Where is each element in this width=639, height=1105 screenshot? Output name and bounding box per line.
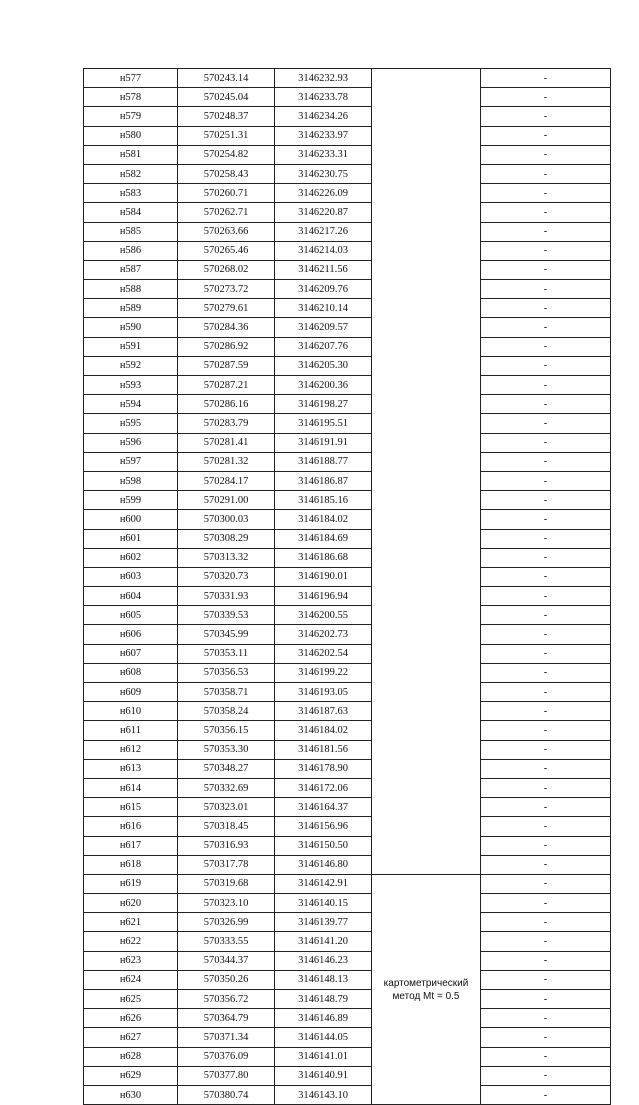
point-id-cell: н621 [84, 913, 178, 932]
accuracy-cell: - [481, 376, 611, 395]
accuracy-cell: - [481, 452, 611, 471]
point-id-cell: н580 [84, 126, 178, 145]
table-row [84, 951, 611, 970]
accuracy-cell: - [481, 567, 611, 586]
x-coordinate-cell: 570248.37 [178, 107, 275, 126]
point-id-cell: н612 [84, 740, 178, 759]
y-coordinate-cell: 3146140.91 [275, 1066, 372, 1085]
table-row [84, 721, 611, 740]
point-id-cell: н606 [84, 625, 178, 644]
table-row [84, 299, 611, 318]
table-row [84, 567, 611, 586]
point-id-cell: н620 [84, 894, 178, 913]
table-row [84, 241, 611, 260]
accuracy-cell: - [481, 990, 611, 1009]
x-coordinate-cell: 570286.92 [178, 337, 275, 356]
y-coordinate-cell: 3146193.05 [275, 683, 372, 702]
point-id-cell: н587 [84, 260, 178, 279]
point-id-cell: н583 [84, 184, 178, 203]
x-coordinate-cell: 570317.78 [178, 855, 275, 874]
x-coordinate-cell: 570287.59 [178, 356, 275, 375]
accuracy-cell: - [481, 913, 611, 932]
point-id-cell: н585 [84, 222, 178, 241]
table-row [84, 529, 611, 548]
point-id-cell: н605 [84, 606, 178, 625]
x-coordinate-cell: 570281.41 [178, 433, 275, 452]
accuracy-cell: - [481, 625, 611, 644]
y-coordinate-cell: 3146195.51 [275, 414, 372, 433]
accuracy-cell: - [481, 280, 611, 299]
table-row [84, 932, 611, 951]
accuracy-cell: - [481, 778, 611, 797]
point-id-cell: н590 [84, 318, 178, 337]
table-row [84, 1028, 611, 1047]
y-coordinate-cell: 3146233.31 [275, 145, 372, 164]
y-coordinate-cell: 3146220.87 [275, 203, 372, 222]
accuracy-cell: - [481, 433, 611, 452]
accuracy-cell: - [481, 88, 611, 107]
y-coordinate-cell: 3146184.69 [275, 529, 372, 548]
y-coordinate-cell: 3146230.75 [275, 164, 372, 183]
point-id-cell: н582 [84, 164, 178, 183]
y-coordinate-cell: 3146186.68 [275, 548, 372, 567]
y-coordinate-cell: 3146148.13 [275, 970, 372, 989]
coordinates-table-container [83, 68, 605, 1105]
table-row [84, 356, 611, 375]
x-coordinate-cell: 570356.15 [178, 721, 275, 740]
table-row [84, 855, 611, 874]
table-row [84, 164, 611, 183]
point-id-cell: н626 [84, 1009, 178, 1028]
point-id-cell: н615 [84, 798, 178, 817]
y-coordinate-cell: 3146211.56 [275, 260, 372, 279]
y-coordinate-cell: 3146188.77 [275, 452, 372, 471]
x-coordinate-cell: 570300.03 [178, 510, 275, 529]
y-coordinate-cell: 3146210.14 [275, 299, 372, 318]
point-id-cell: н596 [84, 433, 178, 452]
coordinates-table [83, 68, 611, 1105]
accuracy-cell: - [481, 548, 611, 567]
point-id-cell: н578 [84, 88, 178, 107]
coordinates-table-body [84, 69, 611, 1105]
table-row [84, 587, 611, 606]
x-coordinate-cell: 570380.74 [178, 1085, 275, 1104]
table-row [84, 318, 611, 337]
y-coordinate-cell: 3146146.23 [275, 951, 372, 970]
x-coordinate-cell: 570308.29 [178, 529, 275, 548]
table-row [84, 836, 611, 855]
point-id-cell: н602 [84, 548, 178, 567]
x-coordinate-cell: 570291.00 [178, 491, 275, 510]
y-coordinate-cell: 3146164.37 [275, 798, 372, 817]
table-row [84, 260, 611, 279]
accuracy-cell: - [481, 644, 611, 663]
accuracy-cell: - [481, 606, 611, 625]
table-row [84, 126, 611, 145]
accuracy-cell: - [481, 241, 611, 260]
x-coordinate-cell: 570356.53 [178, 663, 275, 682]
accuracy-cell: - [481, 855, 611, 874]
accuracy-cell: - [481, 356, 611, 375]
table-row [84, 337, 611, 356]
point-id-cell: н627 [84, 1028, 178, 1047]
table-row [84, 894, 611, 913]
table-row [84, 1085, 611, 1104]
y-coordinate-cell: 3146184.02 [275, 510, 372, 529]
point-id-cell: н586 [84, 241, 178, 260]
accuracy-cell: - [481, 260, 611, 279]
x-coordinate-cell: 570358.24 [178, 702, 275, 721]
x-coordinate-cell: 570279.61 [178, 299, 275, 318]
point-id-cell: н589 [84, 299, 178, 318]
point-id-cell: н591 [84, 337, 178, 356]
x-coordinate-cell: 570318.45 [178, 817, 275, 836]
y-coordinate-cell: 3146146.89 [275, 1009, 372, 1028]
y-coordinate-cell: 3146233.78 [275, 88, 372, 107]
point-id-cell: н608 [84, 663, 178, 682]
x-coordinate-cell: 570319.68 [178, 874, 275, 893]
x-coordinate-cell: 570258.43 [178, 164, 275, 183]
table-row [84, 913, 611, 932]
table-row [84, 683, 611, 702]
table-row [84, 510, 611, 529]
point-id-cell: н616 [84, 817, 178, 836]
x-coordinate-cell: 570245.04 [178, 88, 275, 107]
y-coordinate-cell: 3146144.05 [275, 1028, 372, 1047]
x-coordinate-cell: 570316.93 [178, 836, 275, 855]
x-coordinate-cell: 570263.66 [178, 222, 275, 241]
x-coordinate-cell: 570273.72 [178, 280, 275, 299]
table-row [84, 414, 611, 433]
table-row [84, 759, 611, 778]
x-coordinate-cell: 570353.30 [178, 740, 275, 759]
point-id-cell: н625 [84, 990, 178, 1009]
y-coordinate-cell: 3146181.56 [275, 740, 372, 759]
y-coordinate-cell: 3146142.91 [275, 874, 372, 893]
y-coordinate-cell: 3146185.16 [275, 491, 372, 510]
table-row [84, 970, 611, 989]
point-id-cell: н609 [84, 683, 178, 702]
table-row [84, 548, 611, 567]
table-row [84, 452, 611, 471]
accuracy-cell: - [481, 894, 611, 913]
x-coordinate-cell: 570364.79 [178, 1009, 275, 1028]
method-cell: картометрический метод Mt = 0.5 [372, 874, 481, 1104]
y-coordinate-cell: 3146226.09 [275, 184, 372, 203]
accuracy-cell: - [481, 164, 611, 183]
point-id-cell: н600 [84, 510, 178, 529]
x-coordinate-cell: 570323.01 [178, 798, 275, 817]
table-row [84, 433, 611, 452]
accuracy-cell: - [481, 222, 611, 241]
point-id-cell: н579 [84, 107, 178, 126]
y-coordinate-cell: 3146234.26 [275, 107, 372, 126]
x-coordinate-cell: 570326.99 [178, 913, 275, 932]
point-id-cell: н628 [84, 1047, 178, 1066]
x-coordinate-cell: 570353.11 [178, 644, 275, 663]
point-id-cell: н599 [84, 491, 178, 510]
accuracy-cell: - [481, 663, 611, 682]
x-coordinate-cell: 570284.36 [178, 318, 275, 337]
accuracy-cell: - [481, 1066, 611, 1085]
x-coordinate-cell: 570371.34 [178, 1028, 275, 1047]
point-id-cell: н607 [84, 644, 178, 663]
y-coordinate-cell: 3146209.57 [275, 318, 372, 337]
accuracy-cell: - [481, 203, 611, 222]
table-row [84, 69, 611, 88]
x-coordinate-cell: 570376.09 [178, 1047, 275, 1066]
y-coordinate-cell: 3146190.01 [275, 567, 372, 586]
point-id-cell: н630 [84, 1085, 178, 1104]
y-coordinate-cell: 3146214.03 [275, 241, 372, 260]
x-coordinate-cell: 570323.10 [178, 894, 275, 913]
point-id-cell: н588 [84, 280, 178, 299]
point-id-cell: н594 [84, 395, 178, 414]
accuracy-cell: - [481, 145, 611, 164]
accuracy-cell: - [481, 299, 611, 318]
x-coordinate-cell: 570320.73 [178, 567, 275, 586]
accuracy-cell: - [481, 932, 611, 951]
accuracy-cell: - [481, 529, 611, 548]
y-coordinate-cell: 3146200.55 [275, 606, 372, 625]
accuracy-cell: - [481, 107, 611, 126]
x-coordinate-cell: 570345.99 [178, 625, 275, 644]
point-id-cell: н584 [84, 203, 178, 222]
x-coordinate-cell: 570333.55 [178, 932, 275, 951]
accuracy-cell: - [481, 414, 611, 433]
y-coordinate-cell: 3146178.90 [275, 759, 372, 778]
y-coordinate-cell: 3146196.94 [275, 587, 372, 606]
y-coordinate-cell: 3146186.87 [275, 471, 372, 490]
y-coordinate-cell: 3146143.10 [275, 1085, 372, 1104]
accuracy-cell: - [481, 337, 611, 356]
table-row [84, 471, 611, 490]
y-coordinate-cell: 3146191.91 [275, 433, 372, 452]
accuracy-cell: - [481, 683, 611, 702]
point-id-cell: н581 [84, 145, 178, 164]
x-coordinate-cell: 570350.26 [178, 970, 275, 989]
accuracy-cell: - [481, 1047, 611, 1066]
point-id-cell: н614 [84, 778, 178, 797]
y-coordinate-cell: 3146146.80 [275, 855, 372, 874]
table-row [84, 817, 611, 836]
x-coordinate-cell: 570265.46 [178, 241, 275, 260]
accuracy-cell: - [481, 798, 611, 817]
y-coordinate-cell: 3146141.01 [275, 1047, 372, 1066]
accuracy-cell: - [481, 395, 611, 414]
point-id-cell: н629 [84, 1066, 178, 1085]
accuracy-cell: - [481, 1028, 611, 1047]
x-coordinate-cell: 570281.32 [178, 452, 275, 471]
x-coordinate-cell: 570251.31 [178, 126, 275, 145]
x-coordinate-cell: 570284.17 [178, 471, 275, 490]
y-coordinate-cell: 3146140.15 [275, 894, 372, 913]
accuracy-cell: - [481, 510, 611, 529]
point-id-cell: н610 [84, 702, 178, 721]
x-coordinate-cell: 570313.32 [178, 548, 275, 567]
point-id-cell: н604 [84, 587, 178, 606]
accuracy-cell: - [481, 126, 611, 145]
accuracy-cell: - [481, 491, 611, 510]
point-id-cell: н598 [84, 471, 178, 490]
x-coordinate-cell: 570262.71 [178, 203, 275, 222]
y-coordinate-cell: 3146172.06 [275, 778, 372, 797]
table-row [84, 990, 611, 1009]
x-coordinate-cell: 570254.82 [178, 145, 275, 164]
point-id-cell: н597 [84, 452, 178, 471]
y-coordinate-cell: 3146198.27 [275, 395, 372, 414]
accuracy-cell: - [481, 587, 611, 606]
point-id-cell: н611 [84, 721, 178, 740]
y-coordinate-cell: 3146233.97 [275, 126, 372, 145]
method-cell-empty [372, 69, 481, 875]
accuracy-cell: - [481, 1009, 611, 1028]
y-coordinate-cell: 3146202.73 [275, 625, 372, 644]
table-row [84, 778, 611, 797]
point-id-cell: н595 [84, 414, 178, 433]
x-coordinate-cell: 570283.79 [178, 414, 275, 433]
table-row [84, 663, 611, 682]
x-coordinate-cell: 570287.21 [178, 376, 275, 395]
y-coordinate-cell: 3146205.30 [275, 356, 372, 375]
accuracy-cell: - [481, 702, 611, 721]
y-coordinate-cell: 3146148.79 [275, 990, 372, 1009]
x-coordinate-cell: 570348.27 [178, 759, 275, 778]
y-coordinate-cell: 3146217.26 [275, 222, 372, 241]
y-coordinate-cell: 3146209.76 [275, 280, 372, 299]
table-row [84, 88, 611, 107]
accuracy-cell: - [481, 759, 611, 778]
x-coordinate-cell: 570339.53 [178, 606, 275, 625]
point-id-cell: н601 [84, 529, 178, 548]
y-coordinate-cell: 3146150.50 [275, 836, 372, 855]
y-coordinate-cell: 3146156.96 [275, 817, 372, 836]
accuracy-cell: - [481, 1085, 611, 1104]
accuracy-cell: - [481, 817, 611, 836]
point-id-cell: н619 [84, 874, 178, 893]
x-coordinate-cell: 570332.69 [178, 778, 275, 797]
table-row [84, 702, 611, 721]
point-id-cell: н623 [84, 951, 178, 970]
y-coordinate-cell: 3146141.20 [275, 932, 372, 951]
x-coordinate-cell: 570286.16 [178, 395, 275, 414]
accuracy-cell: - [481, 69, 611, 88]
table-row [84, 644, 611, 663]
x-coordinate-cell: 570377.80 [178, 1066, 275, 1085]
point-id-cell: н618 [84, 855, 178, 874]
point-id-cell: н593 [84, 376, 178, 395]
table-row [84, 376, 611, 395]
accuracy-cell: - [481, 874, 611, 893]
table-row [84, 1047, 611, 1066]
y-coordinate-cell: 3146187.63 [275, 702, 372, 721]
point-id-cell: н603 [84, 567, 178, 586]
accuracy-cell: - [481, 721, 611, 740]
accuracy-cell: - [481, 836, 611, 855]
x-coordinate-cell: 570243.14 [178, 69, 275, 88]
table-row [84, 395, 611, 414]
table-row [84, 1009, 611, 1028]
table-row [84, 798, 611, 817]
accuracy-cell: - [481, 318, 611, 337]
table-row [84, 145, 611, 164]
accuracy-cell: - [481, 970, 611, 989]
accuracy-cell: - [481, 184, 611, 203]
table-row [84, 107, 611, 126]
y-coordinate-cell: 3146199.22 [275, 663, 372, 682]
table-row [84, 874, 611, 893]
table-row [84, 606, 611, 625]
point-id-cell: н624 [84, 970, 178, 989]
x-coordinate-cell: 570331.93 [178, 587, 275, 606]
accuracy-cell: - [481, 471, 611, 490]
table-row [84, 203, 611, 222]
table-row [84, 491, 611, 510]
point-id-cell: н613 [84, 759, 178, 778]
table-row [84, 222, 611, 241]
point-id-cell: н622 [84, 932, 178, 951]
x-coordinate-cell: 570358.71 [178, 683, 275, 702]
y-coordinate-cell: 3146200.36 [275, 376, 372, 395]
y-coordinate-cell: 3146139.77 [275, 913, 372, 932]
y-coordinate-cell: 3146232.93 [275, 69, 372, 88]
point-id-cell: н617 [84, 836, 178, 855]
y-coordinate-cell: 3146184.02 [275, 721, 372, 740]
x-coordinate-cell: 570268.02 [178, 260, 275, 279]
x-coordinate-cell: 570260.71 [178, 184, 275, 203]
point-id-cell: н577 [84, 69, 178, 88]
accuracy-cell: - [481, 951, 611, 970]
point-id-cell: н592 [84, 356, 178, 375]
y-coordinate-cell: 3146207.76 [275, 337, 372, 356]
table-row [84, 184, 611, 203]
x-coordinate-cell: 570344.37 [178, 951, 275, 970]
y-coordinate-cell: 3146202.54 [275, 644, 372, 663]
x-coordinate-cell: 570356.72 [178, 990, 275, 1009]
table-row [84, 1066, 611, 1085]
table-row [84, 740, 611, 759]
table-row [84, 280, 611, 299]
table-row [84, 625, 611, 644]
accuracy-cell: - [481, 740, 611, 759]
